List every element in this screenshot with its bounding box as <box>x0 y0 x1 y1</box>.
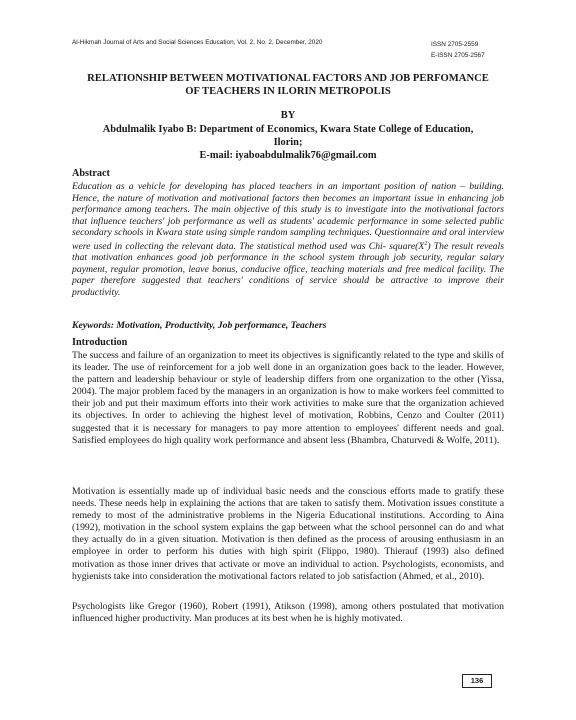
abstract-heading: Abstract <box>72 168 110 179</box>
abstract-text-part: Education as a vehicle for developing has placed teachers in an important position of nation – building. Hence, the nature of motivation and motivational factors then becomes an important issue in enhancing job performance among teachers. The main objective of this study is to investigate into the motivational factors that influence teachers' job performance as well as students' academic performance in some selected public secondary schools in Kwara state using simple random sampling techniques. Questionnaire and oral interview were used in collecting the relevant data. The statistical method used was Chi- square(X <box>72 181 504 252</box>
issn-block <box>431 39 485 61</box>
abstract-text-part: ) The result reveals that motivation enhances good job performance in the school system through job security, regular salary payment, regular promotion, leave bonus, conducive office, teaching materials and free medical facility. The paper therefore suggested that teachers' conditions of service should be attractive to improve their productivity. <box>72 240 504 298</box>
abstract-text <box>72 181 504 298</box>
title-line: RELATIONSHIP BETWEEN MOTIVATIONAL FACTORS AND JOB PERFOMANCE <box>87 73 489 84</box>
paragraph: Psychologists like Gregor (1960), Robert (1991), Atikson (1998), among others postulated that motivation influenced higher productivity. Man produces at its best when he is highly motivated. <box>72 601 504 625</box>
eissn: E-ISSN 2705-2567 <box>431 52 485 59</box>
author-email: E-mail: iyaboabdulmalik76@gmail.com <box>199 150 377 161</box>
paragraph: Motivation is essentially made up of individual basic needs and the conscious efforts made to gratify these needs. These needs help in explaining the actions that are taken to satisfy them. Motivation issues constitute a remedy to most of the administrative problems in the Nigeria Educational institutions. According to Aina (1992), motivation in the school system explains the gap between what the school personnel can do and what they actually do in a given situation. Motivation is then defined as the process of arousing enthusiasm in an employee in order to perform his duties with high spirit (Flippo, 1980). Thierauf (1993) also defined motivation as those inner drives that activate or move an individual to action. Psychologists, economists, and hygienists take into consideration the motivational factors related to job satisfaction (Ahmed, et al., 2010). <box>72 486 504 582</box>
article-title <box>72 72 504 98</box>
keywords: Keywords: Motivation, Productivity, Job performance, Teachers <box>72 320 327 331</box>
author-city: Ilorin; <box>273 137 303 148</box>
page-number: 136 <box>462 674 492 688</box>
title-line: OF TEACHERS IN ILORIN METROPOLIS <box>185 86 391 97</box>
journal-header: Al-Hikmah Journal of Arts and Social Sciences Education, Vol. 2, No. 2, December, 2020 <box>72 39 323 46</box>
issn: ISSN 2705-2559 <box>431 41 479 48</box>
author-block <box>72 123 504 162</box>
by-label: BY <box>280 110 296 121</box>
paragraph: The success and failure of an organization to meet its objectives is significantly related to the type and skills of its leader. The use of reinforcement for a job well done in an organization goes back to the leader. However, the pattern and leadership behaviour or style of leadership differs from one organization to the other (Yissa, 2004). The major problem faced by the managers in an organization is how to make workers feel committed to their job and put their maximum efforts into their work activities to make sure that the organization achieved its objectives. In order to achieving the highest level of motivation, Robbins, Cenzo and Coulter (2011) suggested that it is necessary for managers to pay more attention to employees' different needs and goal. Satisfied employees do high quality work performance and absent less (Bhambra, Chaturvedi & Wolfe, 2011). <box>72 350 504 446</box>
superscript: 2 <box>424 240 428 247</box>
introduction-heading: Introduction <box>72 337 128 348</box>
author-affiliation: Abdulmalik Iyabo B: Department of Economics, Kwara State College of Education, <box>102 124 474 135</box>
